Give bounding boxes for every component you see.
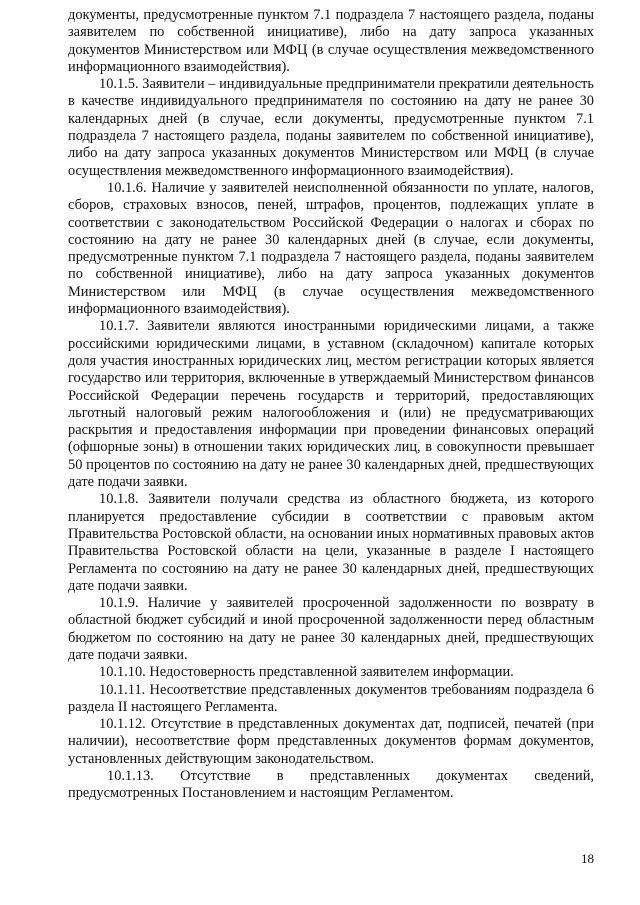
paragraph-10-1-9: 10.1.9. Наличие у заявителей просроченной задолженности по возврату в областной бюджет субсидий и иной просроченной задолженности перед областным бюджетом по состоянию на дату не ранее 30 календарных дней, предшествующих дате подачи заявки. — [68, 595, 594, 663]
paragraph-continuation: документы, предусмотренные пунктом 7.1 подраздела 7 настоящего раздела, поданы заявителем по собственной инициативе), либо на дату запроса указанных документов Министерством или МФЦ (в случае осуществления межведомственного информационного взаимодействия). — [68, 7, 594, 75]
paragraph-10-1-7: 10.1.7. Заявители являются иностранными юридическими лицами, а также российскими юридическими лицами, в уставном (складочном) капитале которых доля участия иностранных юридических лиц, местом регистрации которых является государство или территория, включенные в утверждаемый Министерством финансов Российской Федерации перечень государств и территорий, предоставляющих льготный налоговый режим налогообложения и (или) не предусматривающих раскрытия и предоставления информации при проведении финансовых операций (офшорные зоны) в отношении таких юридических лиц, в совокупности превышает 50 процентов по состоянию на дату не ранее 30 календарных дней, предшествующих дате подачи заявки. — [68, 318, 594, 491]
paragraph-10-1-11: 10.1.11. Несоответствие представленных документов требованиям подраздела 6 раздела II настоящего Регламента. — [68, 681, 594, 715]
paragraph-10-1-8: 10.1.8. Заявители получали средства из областного бюджета, из которого планируется предоставление субсидии в соответствии с правовым актом Правительства Ростовской области, на основании иных нормативных правовых актов Правительства Ростовской области на цели, указанные в разделе I настоящего Регламента по состоянию на дату не ранее 30 календарных дней, предшествующих дате подачи заявки. — [68, 491, 594, 594]
paragraph-10-1-10: 10.1.10. Недостоверность представленной заявителем информации. — [99, 664, 514, 681]
paragraph-10-1-12: 10.1.12. Отсутствие в представленных документах дат, подписей, печатей (при наличии), несоответствие форм представленных документов формам документов, установленных действующим законодательством. — [68, 716, 594, 767]
page-number: 18 — [581, 851, 594, 866]
paragraph-10-1-13: 10.1.13. Отсутствие в представленных документах сведений, предусмотренных Постановлением и настоящим Регламентом. — [68, 768, 594, 802]
paragraph-10-1-6: 10.1.6. Наличие у заявителей неисполненной обязанности по уплате, налогов, сборов, страховых взносов, пеней, штрафов, процентов, подлежащих уплате в соответствии с законодательством Российской Федерации о налогах и сборах по состоянию на дату не ранее 30 календарных дней (в случае, если документы, предусмотренные пунктом 7.1 подраздела 7 настоящего раздела, поданы заявителем по собственной инициативе), либо на дату запроса указанных документов Министерством или МФЦ (в случае осуществления межведомственного информационного взаимодействия). — [68, 179, 594, 318]
paragraph-10-1-5: 10.1.5. Заявители – индивидуальные предприниматели прекратили деятельность в качестве индивидуального предпринимателя по состоянию на дату не ранее 30 календарных дней (в случае, если документы, предусмотренные пунктом 7.1 подраздела 7 настоящего раздела, поданы заявителем по собственной инициативе), либо на дату запроса указанных документов Министерством или МФЦ (в случае осуществления межведомственного информационного взаимодействия). — [68, 76, 594, 179]
document-page — [68, 7, 594, 803]
